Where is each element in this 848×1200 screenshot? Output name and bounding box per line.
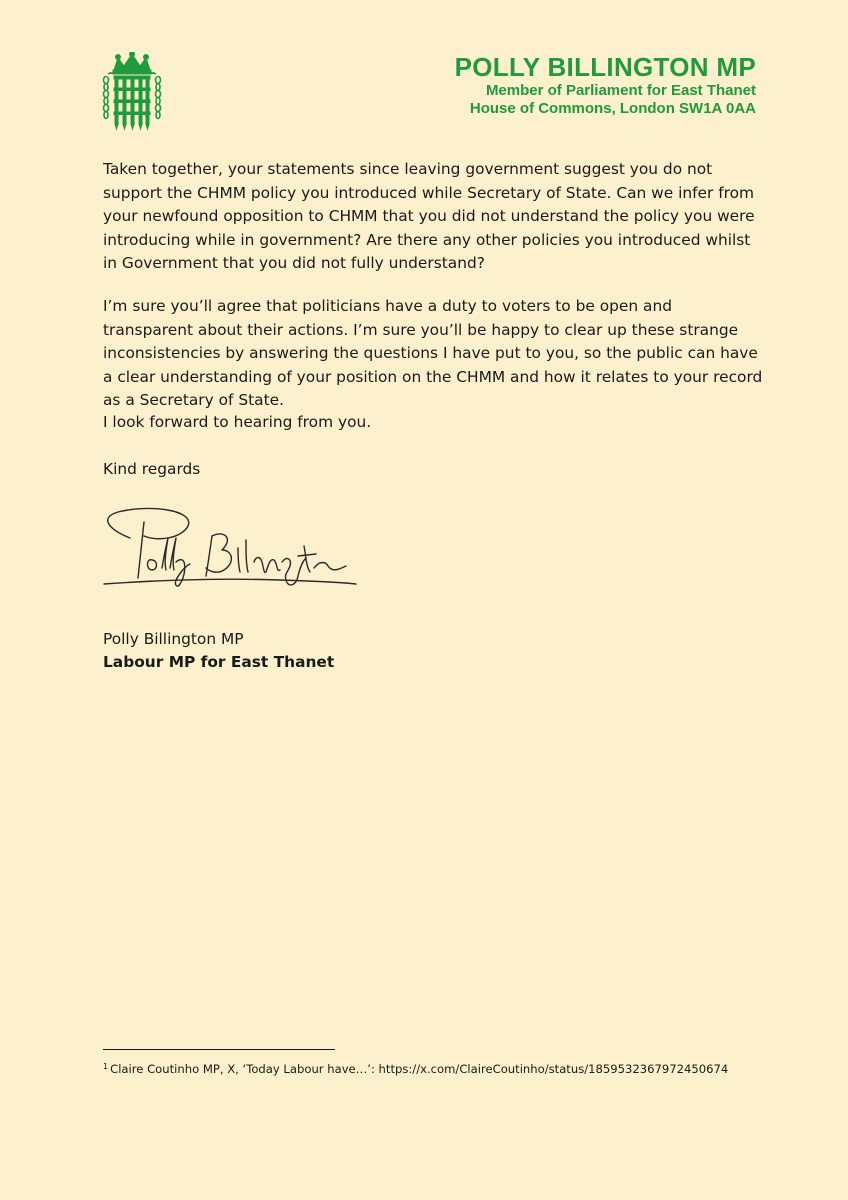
signatory-role: Labour MP for East Thanet: [103, 653, 335, 671]
footnote: [103, 1059, 728, 1077]
closing-line: I look forward to hearing from you.: [103, 413, 372, 431]
letterhead-constituency: Member of Parliament for East Thanet: [485, 82, 756, 99]
footnote-divider: [103, 1049, 335, 1050]
footnote-number: 1: [103, 1062, 109, 1071]
footnote-text: Claire Coutinho MP, X, ‘Today Labour have…’: https://x.com/ClaireCoutinho/status/1859532367972450674: [110, 1062, 729, 1076]
portcullis-icon: [100, 52, 164, 132]
handwritten-signature: [100, 500, 360, 600]
letterhead-name: POLLY BILLINGTON MP: [454, 52, 756, 82]
letterhead-address: House of Commons, London SW1A 0AA: [469, 100, 756, 117]
letterhead: [455, 52, 756, 118]
sign-off: Kind regards: [103, 460, 201, 478]
body-paragraph: I’m sure you’ll agree that politicians have a duty to voters to be open and transparent about their actions. I’m sure you’ll be happy to clear up these strange inconsistencies by answering the questions I have put to you, so the public can have a clear understanding of your position on the CHMM and how it relates to your record as a Secretary of State.: [103, 297, 763, 409]
body-paragraph: Taken together, your statements since leaving government suggest you do not support the CHMM policy you introduced while Secretary of State. Can we infer from your newfound opposition to CHMM that you did not understand the policy you were introducing while in government? Are there any other policies you introduced whilst in Government that you did not fully understand?: [103, 160, 755, 272]
signatory-name: Polly Billington MP: [103, 630, 244, 648]
